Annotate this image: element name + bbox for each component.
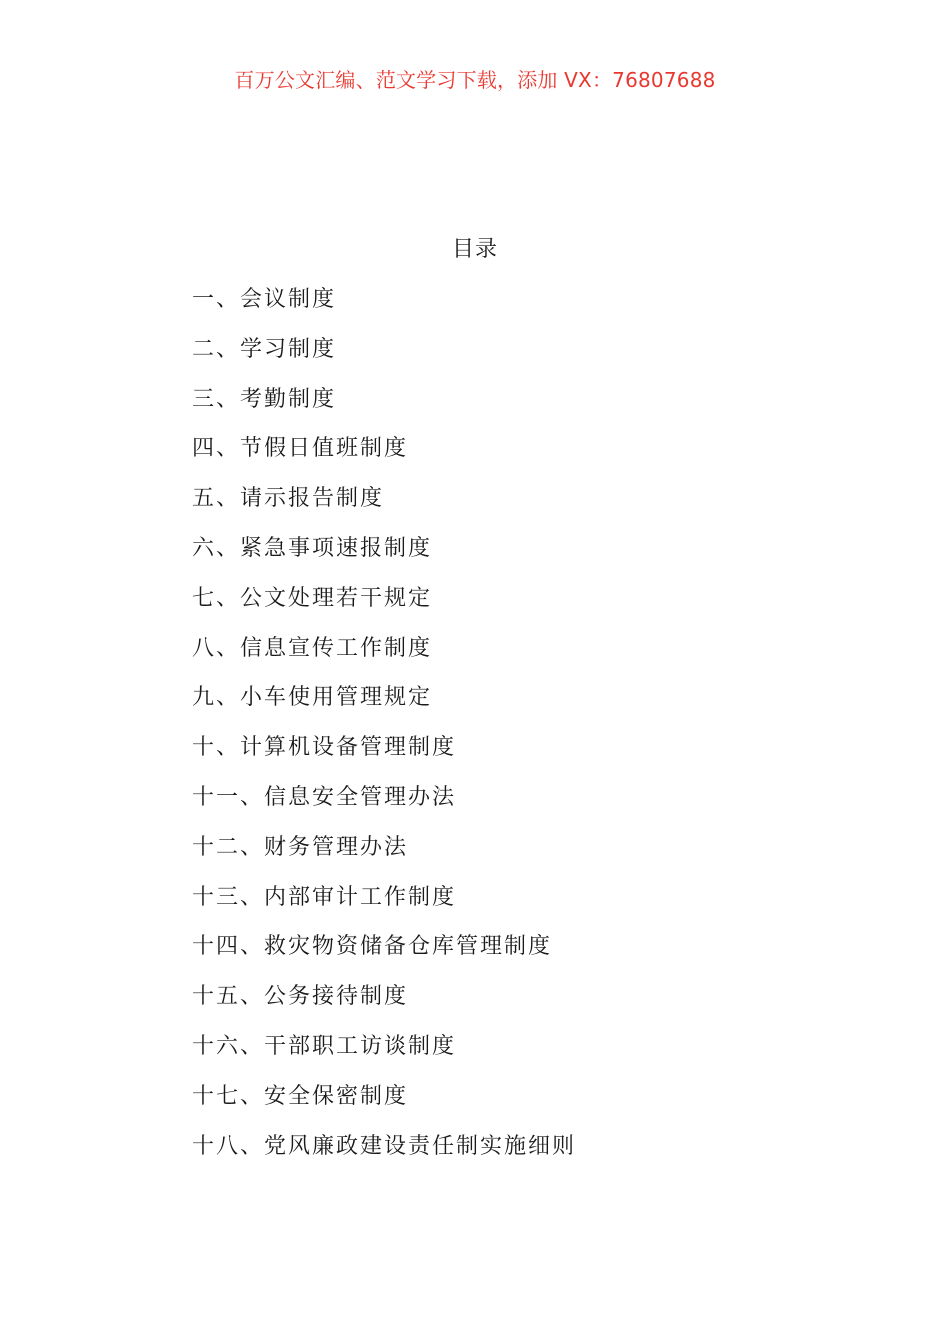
toc-item: 十三、内部审计工作制度 (192, 884, 457, 910)
toc-item: 五、请示报告制度 (192, 486, 385, 512)
toc-item: 十六、干部职工访谈制度 (192, 1033, 457, 1059)
toc-item: 四、节假日值班制度 (192, 436, 409, 462)
toc-item: 二、学习制度 (192, 336, 337, 362)
watermark-header: 百万公文汇编、范文学习下载，添加 VX：76807688 (234, 68, 716, 92)
toc-item: 三、考勤制度 (192, 386, 337, 412)
toc-item: 九、小车使用管理规定 (192, 685, 433, 711)
toc-item: 一、会议制度 (192, 287, 337, 312)
toc-item: 八、信息宣传工作制度 (192, 635, 433, 661)
toc-item: 十五、公务接待制度 (192, 984, 409, 1010)
toc-item: 七、公文处理若干规定 (192, 585, 433, 611)
toc-title: 目录 (451, 237, 498, 262)
toc-item: 十二、财务管理办法 (192, 834, 409, 860)
toc-item: 十七、安全保密制度 (192, 1083, 409, 1109)
toc-item: 六、紧急事项速报制度 (192, 535, 433, 561)
toc-list (192, 282, 576, 1178)
toc-item: 十一、信息安全管理办法 (192, 784, 457, 810)
toc-item: 十、计算机设备管理制度 (192, 735, 457, 761)
toc-item: 十八、党风廉政建设责任制实施细则 (192, 1133, 577, 1159)
toc-item: 十四、救灾物资储备仓库管理制度 (192, 934, 553, 960)
